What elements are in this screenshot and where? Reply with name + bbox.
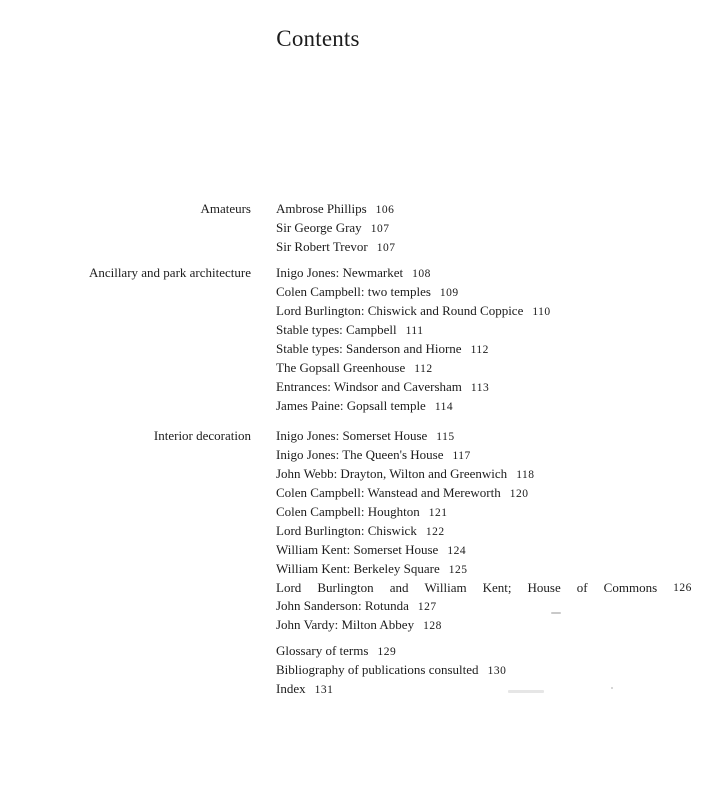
page-number: 109 [439, 287, 459, 299]
list-item [276, 302, 551, 321]
page-number: 106 [375, 204, 395, 216]
entry-title: John Vardy: Milton Abbey [276, 617, 415, 632]
list-item [276, 579, 692, 597]
list-item [276, 378, 551, 397]
list-item [276, 264, 551, 283]
entry-word: William [424, 580, 467, 595]
entry-title: Lord Burlington: Chiswick [276, 523, 417, 538]
page-number: 120 [509, 488, 529, 500]
scan-speck [508, 690, 544, 693]
page-number: 113 [470, 382, 490, 394]
entry-word: of [576, 580, 588, 595]
scan-speck [611, 687, 613, 689]
entry-title: Inigo Jones: The Queen's House [276, 447, 444, 462]
list-item [276, 642, 506, 661]
entry-list [276, 264, 551, 416]
list-item [276, 465, 692, 484]
page-number: 110 [532, 306, 551, 318]
page-number: 128 [423, 620, 442, 632]
list-item [276, 661, 506, 680]
entry-title: John Webb: Drayton, Wilton and Greenwich [276, 466, 508, 481]
list-item [276, 397, 551, 416]
entry-title: Ambrose Phillips [276, 201, 367, 216]
list-item [276, 321, 551, 340]
entry-word: House [527, 580, 561, 595]
page-number: 114 [434, 401, 454, 413]
page-number: 107 [376, 242, 396, 254]
entry-word: Burlington [317, 580, 374, 595]
entry-title: Lord Burlington: Chiswick and Round Coppice [276, 303, 524, 318]
entry-title: Entrances: Windsor and Caversham [276, 379, 462, 394]
list-item [276, 427, 692, 446]
page-number: 127 [417, 601, 437, 613]
page-number: 107 [370, 223, 390, 235]
entry-title: Sir George Gray [276, 220, 362, 235]
section-label: Interior decoration [153, 428, 251, 443]
entry-list [276, 200, 395, 257]
list-item [276, 484, 692, 503]
entry-title: William Kent: Somerset House [276, 542, 439, 557]
page-number: 131 [314, 684, 334, 696]
list-item [276, 503, 692, 522]
page-number: 112 [414, 363, 433, 375]
entry-title: Inigo Jones: Somerset House [276, 428, 428, 443]
entry-title: Glossary of terms [276, 643, 369, 658]
entry-title: Colen Campbell: two temples [276, 284, 431, 299]
entry-title: Inigo Jones: Newmarket [276, 265, 404, 280]
entry-title: Sir Robert Trevor [276, 239, 368, 254]
page-number: 117 [452, 450, 471, 462]
list-item [276, 680, 506, 699]
page-number: 129 [377, 646, 397, 658]
entry-title: The Gopsall Greenhouse [276, 360, 406, 375]
list-item [276, 219, 395, 238]
section-label: Ancillary and park architecture [88, 265, 251, 280]
entry-title: Index [276, 681, 306, 696]
page-number: 121 [428, 507, 448, 519]
entry-title: Stable types: Campbell [276, 322, 397, 337]
entry-list [276, 427, 692, 635]
list-item [276, 340, 551, 359]
page-number: 111 [405, 325, 424, 337]
list-item [276, 560, 692, 579]
entry-title: John Sanderson: Rotunda [276, 598, 409, 613]
section-label: Amateurs [200, 201, 251, 216]
entry-word: Commons [603, 580, 658, 595]
list-item [276, 522, 692, 541]
entry-title: Colen Campbell: Houghton [276, 504, 420, 519]
list-item [276, 446, 692, 465]
list-item [276, 616, 692, 635]
entry-title: James Paine: Gopsall temple [276, 398, 426, 413]
page-number: 122 [425, 526, 445, 538]
entry-title: Bibliography of publications consulted [276, 662, 479, 677]
entry-word: Lord [276, 580, 302, 595]
entry-title: William Kent: Berkeley Square [276, 561, 440, 576]
entry-list [276, 642, 506, 699]
entry-word: and [389, 580, 409, 595]
entry-title: Stable types: Sanderson and Hiorne [276, 341, 462, 356]
list-item [276, 200, 395, 219]
page-number: 108 [412, 268, 431, 280]
page-number: 125 [448, 564, 468, 576]
entry-word: Kent; [482, 580, 512, 595]
scan-speck [551, 612, 561, 614]
page-number: 126 [673, 582, 692, 594]
page-number: 124 [447, 545, 467, 557]
page-number: 112 [470, 344, 489, 356]
page-number: 118 [516, 469, 535, 481]
list-item [276, 359, 551, 378]
list-item [276, 283, 551, 302]
list-item [276, 238, 395, 257]
page-number: 130 [487, 665, 507, 677]
list-item [276, 597, 692, 616]
page-number: 115 [436, 431, 455, 443]
entry-title: Colen Campbell: Wanstead and Mereworth [276, 485, 501, 500]
list-item [276, 541, 692, 560]
page-title: Contents [276, 26, 360, 51]
